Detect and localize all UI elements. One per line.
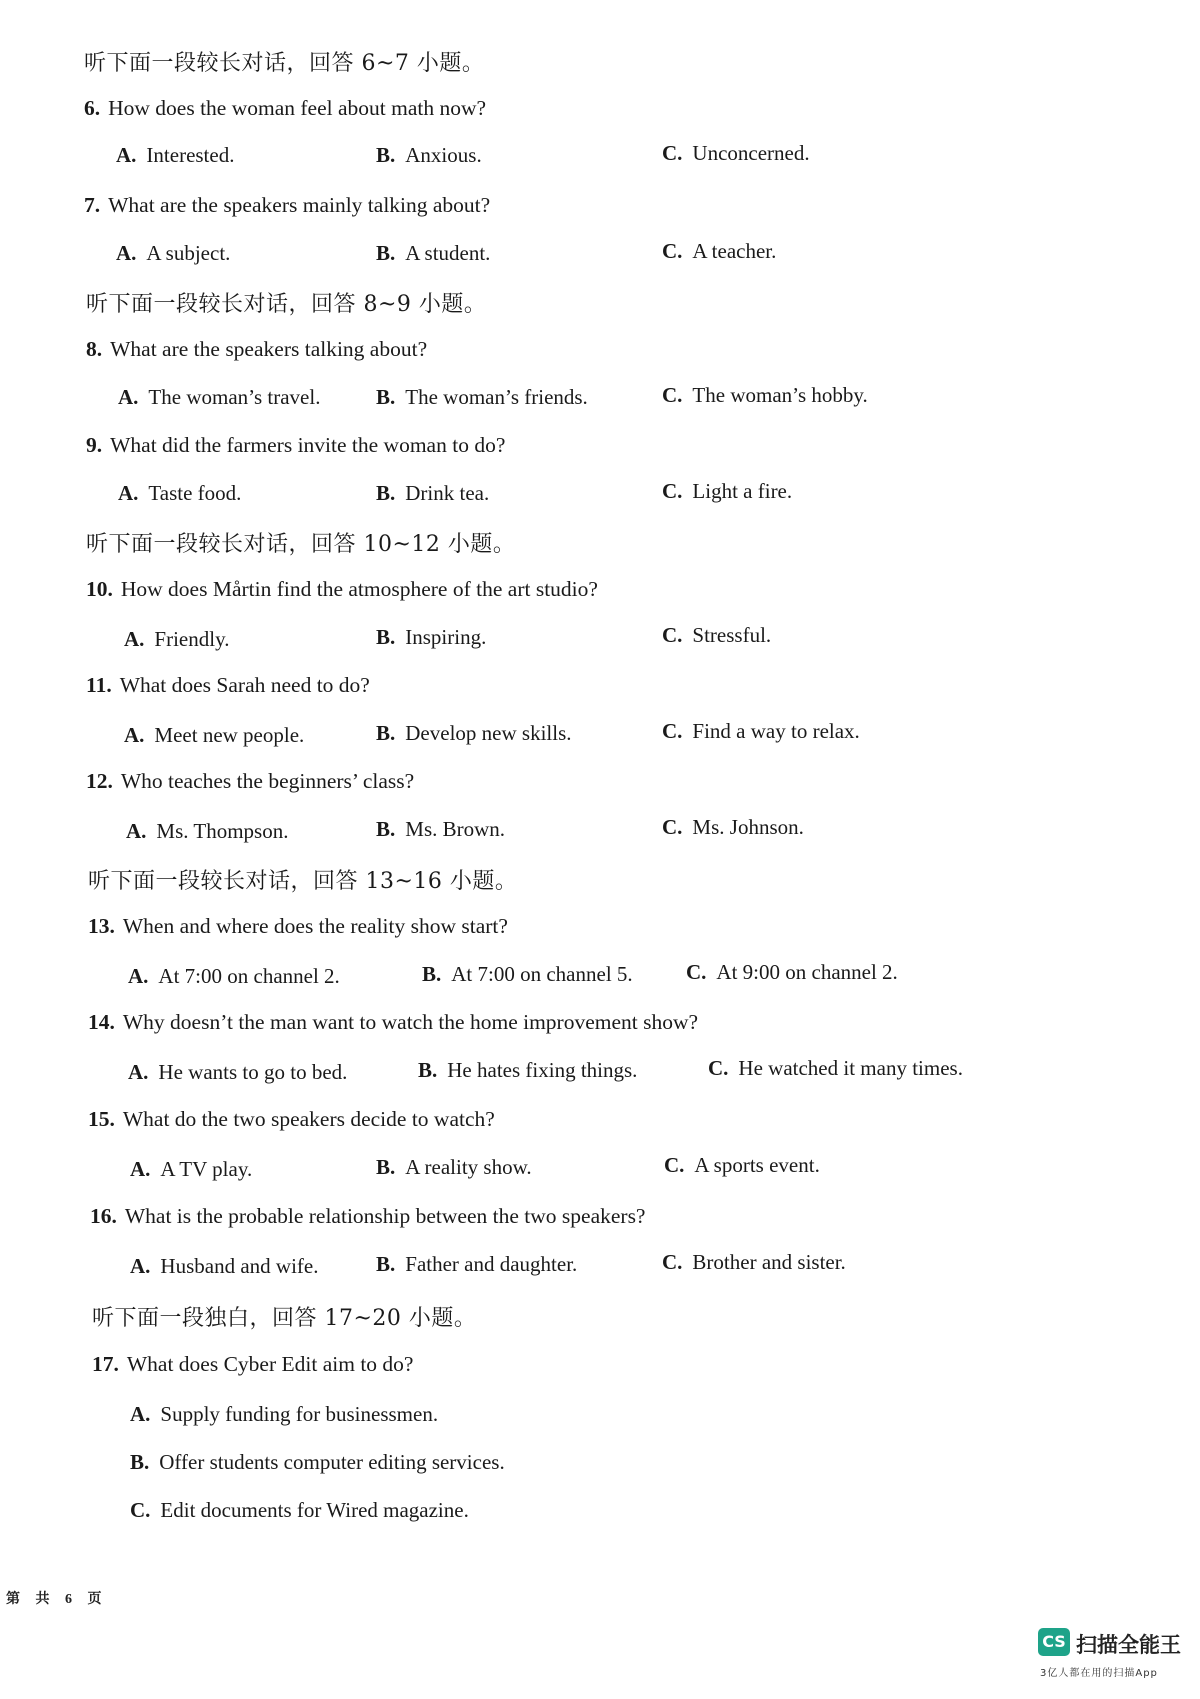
option-letter: A. — [126, 819, 147, 843]
option-b — [376, 1252, 577, 1277]
option-text: At 9:00 on channel 2. — [716, 960, 898, 984]
option-c — [662, 623, 771, 648]
question-number: 7. — [84, 193, 101, 217]
option-text: Husband and wife. — [160, 1254, 319, 1278]
scanner-watermark — [1038, 1628, 1188, 1688]
option-c — [662, 239, 776, 264]
question-text: Why doesn’t the man want to watch the home improvement show? — [122, 1010, 699, 1034]
option-text: Ms. Thompson. — [156, 819, 289, 843]
option-text: Ms. Brown. — [405, 817, 506, 841]
question-text: What does Cyber Edit aim to do? — [126, 1352, 414, 1376]
option-letter: B. — [418, 1058, 438, 1082]
option-text: Drink tea. — [405, 481, 490, 505]
camscanner-logo-icon: CS — [1038, 1628, 1070, 1656]
option-text: Offer students computer editing services. — [159, 1450, 505, 1474]
option-letter: A. — [118, 385, 139, 409]
question — [84, 96, 486, 121]
option-text: A subject. — [146, 241, 231, 265]
option-c — [130, 1498, 469, 1523]
option-letter: B. — [130, 1450, 150, 1474]
section-heading: 听下面一段独白，回答 17~20 小题。 — [92, 1306, 477, 1331]
option-letter: A. — [118, 481, 139, 505]
option-letter: C. — [662, 239, 683, 263]
option-b — [376, 1155, 532, 1180]
option-letter: A. — [116, 241, 137, 265]
option-a — [130, 1402, 438, 1427]
option-letter: B. — [376, 1155, 396, 1179]
question-number: 12. — [86, 769, 113, 793]
option-text: Meet new people. — [154, 723, 305, 747]
option-letter: C. — [662, 1250, 683, 1274]
option-letter: B. — [422, 962, 442, 986]
option-text: A sports event. — [694, 1153, 820, 1177]
option-letter: A. — [124, 627, 145, 651]
question — [88, 1010, 698, 1035]
option-text: Father and daughter. — [405, 1252, 578, 1276]
option-text: Interested. — [146, 143, 235, 167]
question-text: What did the farmers invite the woman to do? — [110, 433, 506, 457]
option-a — [116, 241, 230, 266]
option-letter: C. — [130, 1498, 151, 1522]
question — [86, 337, 427, 362]
option-c — [708, 1056, 963, 1081]
option-text: Brother and sister. — [692, 1250, 846, 1274]
option-text: Inspiring. — [405, 625, 487, 649]
option-text: At 7:00 on channel 5. — [451, 962, 633, 986]
option-b — [376, 385, 588, 410]
question-text: When and where does the reality show start? — [122, 914, 508, 938]
option-text: Stressful. — [692, 623, 772, 647]
question-number: 13. — [88, 914, 115, 938]
question — [90, 1204, 645, 1229]
option-b — [376, 721, 572, 746]
question-text: What is the probable relationship between the two speakers? — [124, 1204, 646, 1228]
question-number: 14. — [88, 1010, 115, 1034]
question-text: What do the two speakers decide to watch? — [122, 1107, 495, 1131]
option-letter: B. — [376, 143, 396, 167]
option-a — [130, 1254, 318, 1279]
question-text: How does the woman feel about math now? — [108, 96, 487, 120]
option-c — [662, 815, 804, 840]
question-number: 11. — [86, 673, 112, 697]
option-a — [128, 1060, 347, 1085]
option-c — [662, 479, 792, 504]
option-letter: A. — [124, 723, 145, 747]
section-heading: 听下面一段较长对话，回答 10~12 小题。 — [86, 532, 516, 557]
section-heading: 听下面一段较长对话，回答 8~9 小题。 — [86, 292, 487, 317]
option-letter: B. — [376, 625, 396, 649]
option-text: At 7:00 on channel 2. — [158, 964, 340, 988]
option-letter: C. — [686, 960, 707, 984]
section-heading: 听下面一段较长对话，回答 13~16 小题。 — [88, 869, 518, 894]
option-text: Unconcerned. — [692, 141, 810, 165]
option-letter: A. — [116, 143, 137, 167]
question-text: How does Mårtin find the atmosphere of the art studio? — [120, 577, 598, 601]
option-c — [662, 719, 860, 744]
option-text: Develop new skills. — [405, 721, 572, 745]
option-letter: A. — [130, 1402, 151, 1426]
option-letter: C. — [664, 1153, 685, 1177]
question — [88, 1107, 495, 1132]
scanner-tagline: 3亿人都在用的扫描App — [1040, 1668, 1158, 1679]
option-letter: C. — [662, 141, 683, 165]
option-letter: B. — [376, 385, 396, 409]
option-a — [124, 627, 229, 652]
option-c — [662, 141, 810, 166]
option-letter: B. — [376, 817, 396, 841]
option-letter: A. — [130, 1254, 151, 1278]
option-c — [686, 960, 898, 985]
option-a — [128, 964, 340, 989]
question-number: 16. — [90, 1204, 117, 1228]
option-text: Friendly. — [154, 627, 230, 651]
option-text: He watched it many times. — [738, 1056, 963, 1080]
question — [86, 769, 414, 794]
option-letter: B. — [376, 721, 396, 745]
question-number: 6. — [84, 96, 101, 120]
option-letter: A. — [128, 1060, 149, 1084]
question-number: 9. — [86, 433, 103, 457]
option-letter: A. — [128, 964, 149, 988]
option-b — [418, 1058, 637, 1083]
question — [84, 193, 490, 218]
option-c — [662, 1250, 846, 1275]
question-number: 15. — [88, 1107, 115, 1131]
option-b — [422, 962, 633, 987]
option-text: He wants to go to bed. — [158, 1060, 348, 1084]
option-a — [116, 143, 234, 168]
option-b — [376, 817, 505, 842]
question — [86, 577, 598, 602]
question-number: 10. — [86, 577, 113, 601]
question-text: Who teaches the beginners’ class? — [120, 769, 415, 793]
option-letter: B. — [376, 241, 396, 265]
option-letter: A. — [130, 1157, 151, 1181]
option-b — [130, 1450, 505, 1475]
option-b — [376, 143, 482, 168]
option-text: Ms. Johnson. — [692, 815, 804, 839]
question-text: What does Sarah need to do? — [119, 673, 370, 697]
option-b — [376, 481, 489, 506]
option-letter: C. — [662, 479, 683, 503]
scanner-brand: 扫描全能王 — [1076, 1633, 1181, 1657]
option-a — [130, 1157, 252, 1182]
option-letter: C. — [662, 815, 683, 839]
option-a — [126, 819, 288, 844]
option-letter: C. — [708, 1056, 729, 1080]
question-number: 17. — [92, 1352, 119, 1376]
question — [92, 1352, 413, 1377]
option-a — [124, 723, 304, 748]
page-number-mark: 第 共 6 页 — [6, 1592, 108, 1607]
option-text: A teacher. — [692, 239, 777, 263]
option-c — [662, 383, 868, 408]
question — [86, 433, 505, 458]
option-c — [664, 1153, 820, 1178]
question-text: What are the speakers mainly talking about? — [108, 193, 491, 217]
option-text: Anxious. — [405, 143, 482, 167]
option-text: Find a way to relax. — [692, 719, 860, 743]
option-text: Supply funding for businessmen. — [160, 1402, 439, 1426]
option-letter: B. — [376, 1252, 396, 1276]
option-a — [118, 385, 320, 410]
option-a — [118, 481, 241, 506]
option-text: The woman’s friends. — [405, 385, 588, 409]
option-text: A reality show. — [405, 1155, 532, 1179]
option-text: The woman’s hobby. — [692, 383, 868, 407]
option-b — [376, 241, 490, 266]
question — [88, 914, 508, 939]
option-text: A student. — [405, 241, 491, 265]
question-text: What are the speakers talking about? — [110, 337, 428, 361]
option-text: The woman’s travel. — [148, 385, 321, 409]
option-letter: C. — [662, 719, 683, 743]
option-text: A TV play. — [160, 1157, 253, 1181]
section-heading: 听下面一段较长对话，回答 6~7 小题。 — [84, 51, 485, 76]
option-text: Light a fire. — [692, 479, 793, 503]
question — [86, 673, 370, 698]
option-letter: C. — [662, 623, 683, 647]
option-text: Edit documents for Wired magazine. — [160, 1498, 469, 1522]
option-b — [376, 625, 486, 650]
option-text: Taste food. — [148, 481, 242, 505]
option-letter: B. — [376, 481, 396, 505]
option-text: He hates fixing things. — [447, 1058, 638, 1082]
question-number: 8. — [86, 337, 103, 361]
option-letter: C. — [662, 383, 683, 407]
